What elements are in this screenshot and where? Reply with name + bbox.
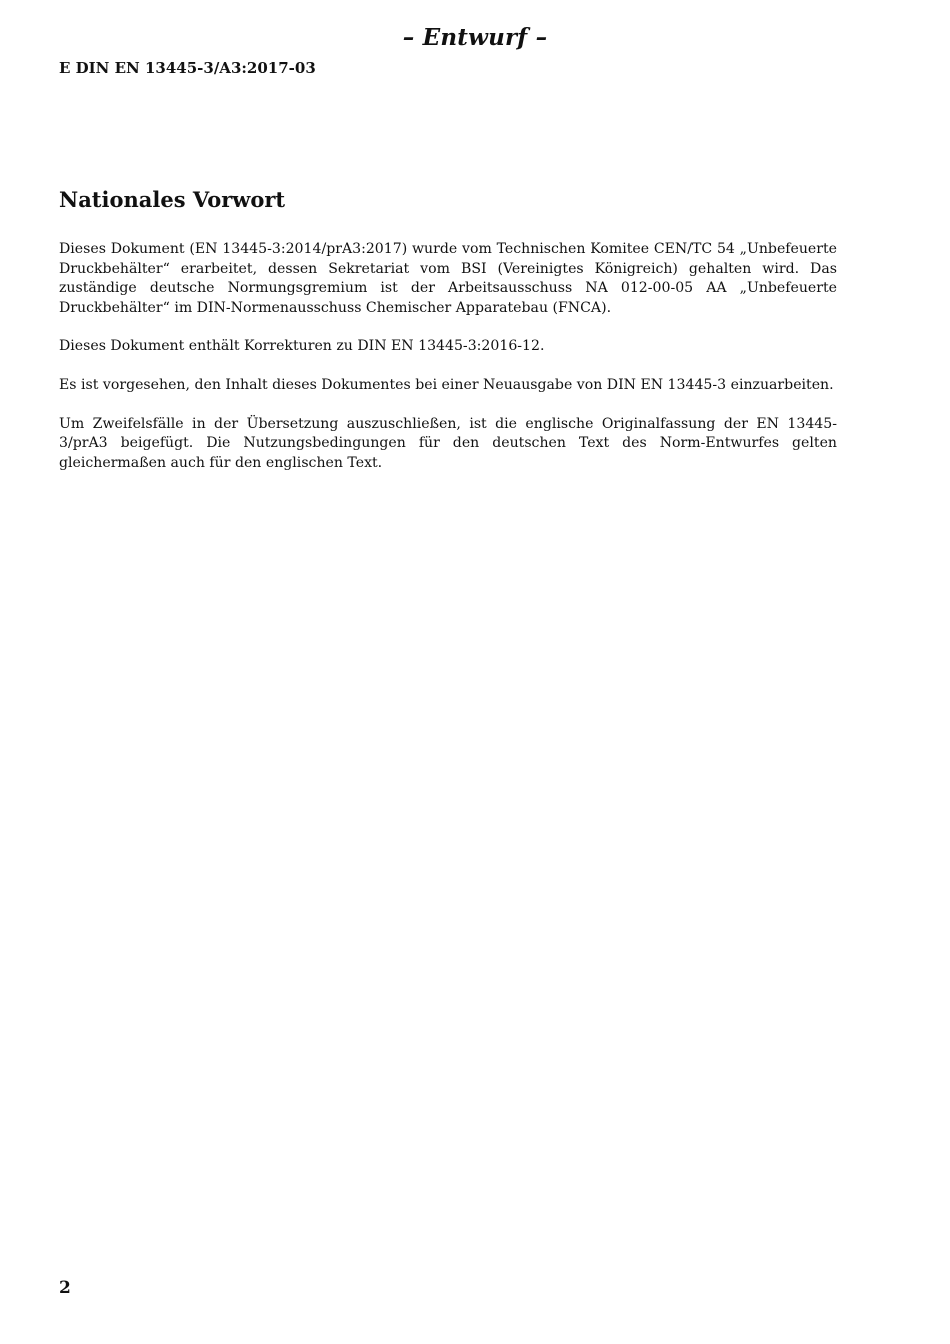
page-number: 2 bbox=[59, 1278, 71, 1298]
section-body bbox=[59, 240, 837, 492]
paragraph-corrections: Dieses Dokument enthält Korrekturen zu DIN EN 13445-3:2016-12. bbox=[59, 338, 545, 355]
paragraph-committee: Dieses Dokument (EN 13445-3:2014/prA3:2017) wurde vom Technischen Komitee CEN/TC 54 „Unbefeuerte Druckbehälter“ erarbeitet, dessen Sekretariat vom BSI (Vereinigtes Königreich) gehalten wird. Das zuständige deutsche Normungsgremium ist der Arbeitsausschuss NA 012-00-05 AA „Unbefeuerte Druckbehälter“ im DIN-Normenausschuss Chemischer Apparatebau (FNCA). bbox=[59, 241, 837, 316]
draft-watermark-title: – Entwurf – bbox=[402, 24, 548, 51]
paragraph-translation: Um Zweifelsfälle in der Übersetzung auszuschließen, ist die englische Originalfassung der EN 13445-3/prA3 beigefügt. Die Nutzungsbedingungen für den deutschen Text des Norm-Entwurfes gelten gleichermaßen auch für den englischen Text. bbox=[59, 415, 837, 471]
section-title: Nationales Vorwort bbox=[59, 187, 286, 212]
paragraph-incorporation: Es ist vorgesehen, den Inhalt dieses Dokumentes bei einer Neuausgabe von DIN EN 13445-3 einzuarbeiten. bbox=[59, 376, 834, 393]
document-identifier: E DIN EN 13445-3/A3:2017-03 bbox=[59, 59, 316, 77]
